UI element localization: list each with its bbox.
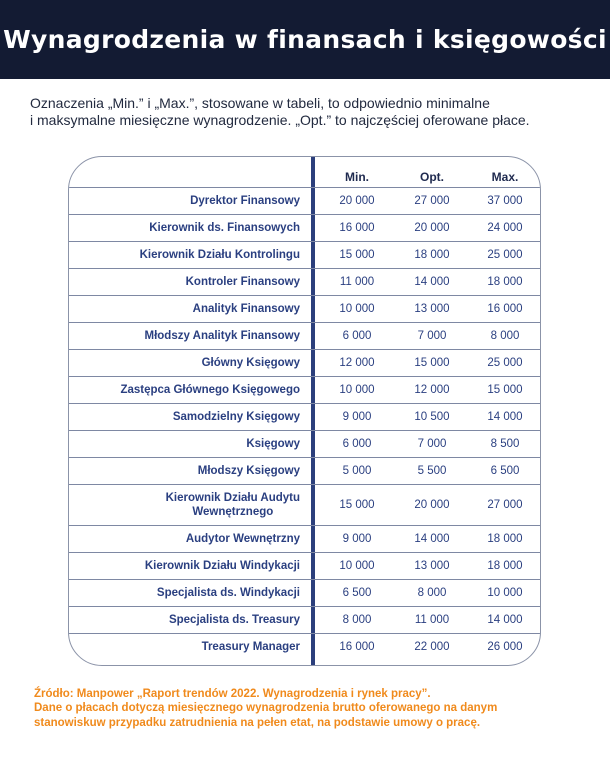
position-label (68, 485, 300, 525)
page-title: Wynagrodzenia w finansach i księgowości (3, 25, 607, 54)
position-label: Główny Księgowy (201, 357, 300, 369)
table-row (69, 579, 540, 606)
cell-min: 9 000 (342, 533, 372, 545)
intro-line-1: Oznaczenia „Min.” i „Max.”, stosowane w tabeli, to odpowiednio minimalne (30, 95, 490, 111)
cell-min: 16 000 (339, 222, 375, 234)
cell-min: 11 000 (339, 276, 375, 288)
cell-opt: 8 000 (417, 587, 447, 599)
table-row (69, 241, 540, 268)
cell-min: 9 000 (342, 411, 372, 423)
cell-min: 10 000 (339, 303, 375, 315)
cell-opt: 13 000 (414, 560, 450, 572)
table-row (69, 430, 540, 457)
position-label: Specjalista ds. Windykacji (156, 587, 300, 599)
cell-min: 15 000 (339, 249, 375, 261)
position-label: Młodszy Księgowy (197, 465, 300, 477)
cell-opt: 22 000 (414, 641, 450, 653)
table-row (69, 525, 540, 552)
cell-max: 25 000 (487, 249, 523, 261)
cell-opt: 18 000 (414, 249, 450, 261)
cell-min: 10 000 (339, 560, 375, 572)
table-row (69, 322, 540, 349)
position-label: Samodzielny Księgowy (172, 411, 300, 423)
cell-max: 25 000 (487, 357, 523, 369)
cell-max: 18 000 (487, 276, 523, 288)
cell-max: 6 500 (490, 465, 520, 477)
source-note (34, 687, 594, 730)
cell-min: 16 000 (339, 641, 375, 653)
source-line-2: Dane o płacach dotyczą miesięcznego wynagrodzenia brutto oferowanego na danym (34, 702, 498, 715)
position-label-line-2: Wewnętrznego (192, 506, 274, 518)
position-label: Audytor Wewnętrzny (185, 533, 300, 545)
source-line-1: Źródło: Manpower „Raport trendów 2022. Wynagrodzenia i rynek pracy”. (34, 688, 431, 700)
cell-opt: 14 000 (414, 276, 450, 288)
source-line-3: stanowiskuw przypadku zatrudnienia na pełen etat, na podstawie umowy o pracę. (34, 716, 481, 729)
cell-max: 8 500 (490, 438, 520, 450)
cell-min: 10 000 (339, 384, 375, 396)
cell-max: 27 000 (487, 499, 523, 511)
cell-opt: 15 000 (414, 357, 450, 369)
table-row (69, 187, 540, 214)
table-row (69, 268, 540, 295)
table-row (69, 484, 540, 525)
position-label: Kierownik Działu Windykacji (144, 560, 300, 572)
cell-max: 15 000 (487, 384, 523, 396)
cell-min: 12 000 (339, 357, 375, 369)
cell-min: 6 500 (342, 587, 372, 599)
cell-opt: 7 000 (417, 330, 447, 342)
cell-min: 6 000 (342, 438, 372, 450)
cell-max: 18 000 (487, 533, 523, 545)
column-header-max: Max. (491, 170, 519, 184)
cell-max: 37 000 (487, 195, 523, 207)
cell-opt: 20 000 (414, 222, 450, 234)
cell-max: 8 000 (490, 330, 520, 342)
intro-line-2: i maksymalne miesięczne wynagrodzenie. „Opt.” to najczęściej oferowane płace. (30, 112, 530, 128)
position-label: Zastępca Głównego Księgowego (120, 384, 300, 396)
cell-max: 18 000 (487, 560, 523, 572)
table-row (69, 403, 540, 430)
table-row (69, 214, 540, 241)
cell-max: 26 000 (487, 641, 523, 653)
table-row (69, 376, 540, 403)
cell-opt: 11 000 (414, 614, 450, 626)
cell-max: 14 000 (487, 411, 523, 423)
position-label: Księgowy (246, 438, 300, 450)
position-label: Kontroler Finansowy (185, 276, 300, 288)
cell-min: 6 000 (342, 330, 372, 342)
table-row (69, 457, 540, 484)
position-label: Kierownik ds. Finansowych (149, 222, 300, 234)
cell-min: 5 000 (342, 465, 372, 477)
cell-min: 15 000 (339, 499, 375, 511)
table-row (69, 349, 540, 376)
position-label: Specjalista ds. Treasury (168, 614, 300, 626)
cell-opt: 5 500 (417, 465, 447, 477)
table-row (69, 606, 540, 633)
salary-table (68, 156, 541, 666)
cell-max: 10 000 (487, 587, 523, 599)
cell-opt: 20 000 (414, 499, 450, 511)
table-row (69, 633, 540, 660)
intro-text (30, 95, 590, 129)
position-label: Dyrektor Finansowy (190, 195, 300, 207)
cell-min: 8 000 (342, 614, 372, 626)
table-row (69, 552, 540, 579)
position-label: Treasury Manager (201, 641, 300, 653)
cell-min: 20 000 (339, 195, 375, 207)
cell-opt: 12 000 (414, 384, 450, 396)
position-label-line-1: Kierownik Działu Audytu (165, 492, 300, 504)
cell-opt: 27 000 (414, 195, 450, 207)
column-header-min: Min. (345, 170, 369, 184)
cell-opt: 10 500 (414, 411, 450, 423)
title-banner (0, 0, 610, 79)
position-label: Analityk Finansowy (192, 303, 300, 315)
cell-opt: 13 000 (414, 303, 450, 315)
position-label: Kierownik Działu Kontrolingu (139, 249, 300, 261)
cell-opt: 7 000 (417, 438, 447, 450)
cell-opt: 14 000 (414, 533, 450, 545)
column-header-opt: Opt. (420, 170, 444, 184)
position-label: Młodszy Analityk Finansowy (144, 330, 300, 342)
table-row (69, 295, 540, 322)
cell-max: 24 000 (487, 222, 523, 234)
cell-max: 16 000 (487, 303, 523, 315)
cell-max: 14 000 (487, 614, 523, 626)
